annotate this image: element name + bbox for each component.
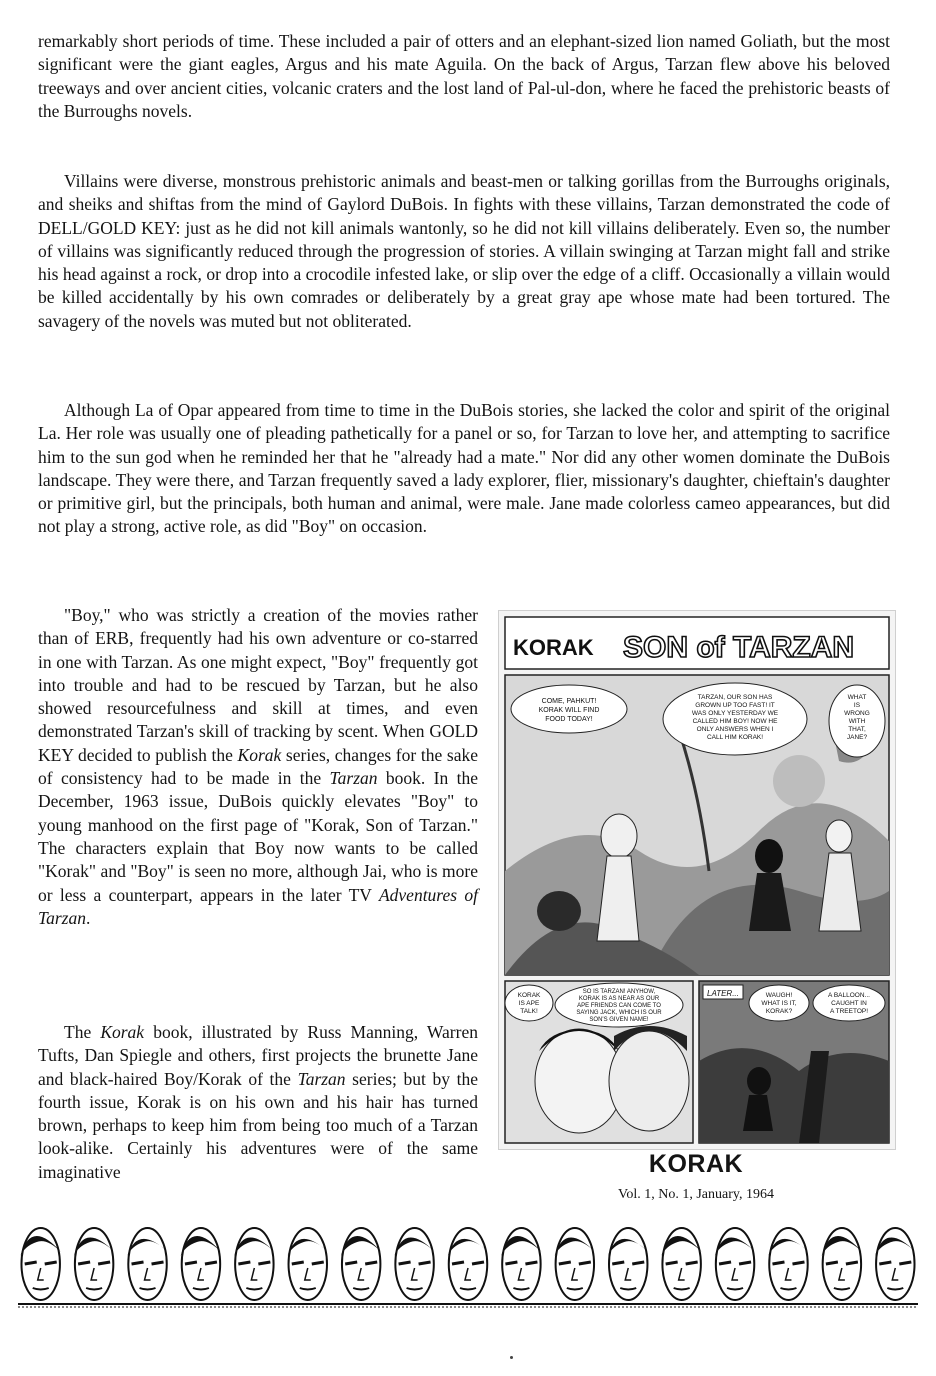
stray-mark: [510, 1356, 513, 1359]
paragraph-5-text-b: book, illustrated by Russ Manning, Warren Tufts, Dan Spiegle and others, first projects the brunette Jane and black-haired Boy/Korak of the: [38, 1022, 478, 1089]
paragraph-4-text-c: book. In the December, 1963 issue, DuBois quickly elevates "Boy" to young manhood on the first page of "Korak, Son of Tarzan." The characters explain that Boy now wants to be called "Korak" and "Boy" is seen no more, although Jai, who is more or less a counterpart, appears in the later TV: [38, 768, 478, 905]
svg-text:SO IS TARZAN! ANYHOW,KORAK IS: SO IS TARZAN! ANYHOW, KORAK IS AS NEAR AS OUR APE FRIENDS CAN COME TO SAYING JACK, WHICH IS OUR SON'S GIVEN NAME!: [576, 989, 662, 1023]
svg-text:KORAKIS APETALK!: KORAK IS APE TALK!: [517, 992, 541, 1015]
svg-text:TARZAN, OUR SON HASGROWN UP TO: TARZAN, OUR SON HAS GROWN UP TOO FAST! IT WAS ONLY YESTERDAY WE CALLED HIM BOY! NOW HE ONLY ANSWERS WHEN I CALL HIM KORAK!: [691, 694, 779, 741]
face-drawing: [394, 1228, 435, 1300]
paragraph-2-text: Villains were diverse, monstrous prehistoric animals and beast-men or talking gorillas from the Burroughs originals, and sheiks and shiftas from the mind of Gaylord DuBois. In fights with these villains, Tarzan demonstrated the code of DELL/GOLD KEY: just as he did not kill animals wantonly, so he did not kill villains deliberately. Even so, the number of villains was significantly reduced through the progression of stories. A villain swinging at Tarzan might fall and strike his head against a rock, or drop into a crocodile infested lake, or slip over the edge of a cliff. Occasionally a villain would be killed accidentally by his own comrades or deliberately by a great gray ape whose mate had been tortured. The savagery of the novels was muted but not obliterated.: [38, 171, 890, 331]
paragraph-5-text-a: The: [64, 1022, 101, 1042]
face-drawing: [341, 1228, 382, 1300]
face-drawing: [661, 1228, 702, 1300]
face-drawing: [234, 1228, 275, 1300]
face-drawing: [608, 1228, 649, 1300]
face-drawing: [287, 1228, 328, 1300]
paragraph-1: remarkably short periods of time. These included a pair of otters and an elephant-sized lion named Goliath, but the most significant were the giant eagles, Argus and his mate Aguila. On the back of Argus, Tarzan flew above his beloved treeways and over ancient cities, volcanic craters and the lost land of Pal-ul-don, where he faced the prehistoric beasts of the Burroughs novels.: [38, 31, 890, 121]
banner-korak: KORAK: [513, 635, 594, 660]
paragraph-5: [38, 1021, 478, 1184]
paragraph-3: [38, 399, 890, 539]
svg-text:COME, PAHKUT!KORAK WILL FINDFO: COME, PAHKUT! KORAK WILL FIND FOOD TODAY!: [538, 698, 600, 723]
svg-text:WAUGH!WHAT IS IT,KORAK?: WAUGH! WHAT IS IT, KORAK?: [761, 992, 797, 1015]
italic-tarzan: Tarzan: [329, 768, 378, 789]
svg-text:WHATISWRONGWITHTHAT,JANE?: WHAT IS WRONG WITH THAT, JANE?: [844, 694, 870, 741]
paragraph-4-text-d: .: [86, 907, 91, 928]
svg-text:A BALLOON...CAUGHT INA TREETOP: A BALLOON... CAUGHT IN A TREETOP!: [828, 992, 870, 1015]
italic-tarzan: Tarzan: [297, 1068, 346, 1089]
figure-title: KORAK: [648, 1150, 744, 1178]
paragraph-2: [38, 170, 890, 333]
paragraph-5-text-c: series; but by the fourth issue, Korak is on his own and his hair has turned brown, perhaps to keep him from being too much of a Tarzan look-alike. Certainly his adventures were of the same imaginative: [38, 1068, 478, 1182]
paragraph-4-text-a: "Boy," who was strictly a creation of the movies rather than of ERB, frequently had his own adventure or co-starred in one with Tarzan. As one might expect, "Boy" frequently got into trouble and had to be rescued by Tarzan, but he also showed resourcefulness and skill at times, and even demonstrated Tarzan's skill of tracking by scent. When GOLD KEY decided to publish the: [38, 605, 478, 765]
face-drawing: [127, 1228, 168, 1300]
face-drawing: [181, 1228, 222, 1300]
caption-later: LATER...: [707, 989, 739, 998]
face-drawing: [715, 1228, 756, 1300]
paragraph-3-text: Although La of Opar appeared from time to time in the DuBois stories, she lacked the color and spirit of the original La. Her role was usually one of pleading pathetically for a panel or so, for Tarzan to love her, and attempting to sacrifice him to the sun god when he reminded her that he "already had a mate." Nor did any other women dominate the DuBois landscape. They were there, and Tarzan frequently saved a lady explorer, flier, missionary's daughter, chieftain's daughter or primitive girl, but the principals, both human and animal, were male. Jane made colorless cameo appearances, but did not play a strong, active role, as did "Boy" on occasion.: [38, 400, 890, 537]
face-drawing: [20, 1228, 61, 1300]
face-drawing: [448, 1228, 489, 1300]
comic-cover-image: [498, 610, 896, 1150]
face-drawing: [555, 1228, 596, 1300]
face-drawing: [501, 1228, 542, 1300]
face-drawing: [822, 1228, 863, 1300]
italic-korak: Korak: [100, 1022, 145, 1042]
banner-son-of-tarzan: SON of TARZAN: [623, 631, 855, 664]
figure-caption: Vol. 1, No. 1, January, 1964: [618, 1187, 774, 1202]
paragraph-4: [38, 604, 478, 930]
face-drawing: [74, 1228, 115, 1300]
faces-border-image: [14, 1212, 922, 1308]
paragraph-4-text-b: series, changes for the sake of consistency had to be made in the: [38, 744, 478, 789]
italic-adventures: Adventures of Tarzan: [38, 884, 478, 928]
italic-korak: Korak: [237, 744, 282, 765]
face-drawing: [875, 1228, 916, 1300]
face-drawing: [768, 1228, 809, 1300]
